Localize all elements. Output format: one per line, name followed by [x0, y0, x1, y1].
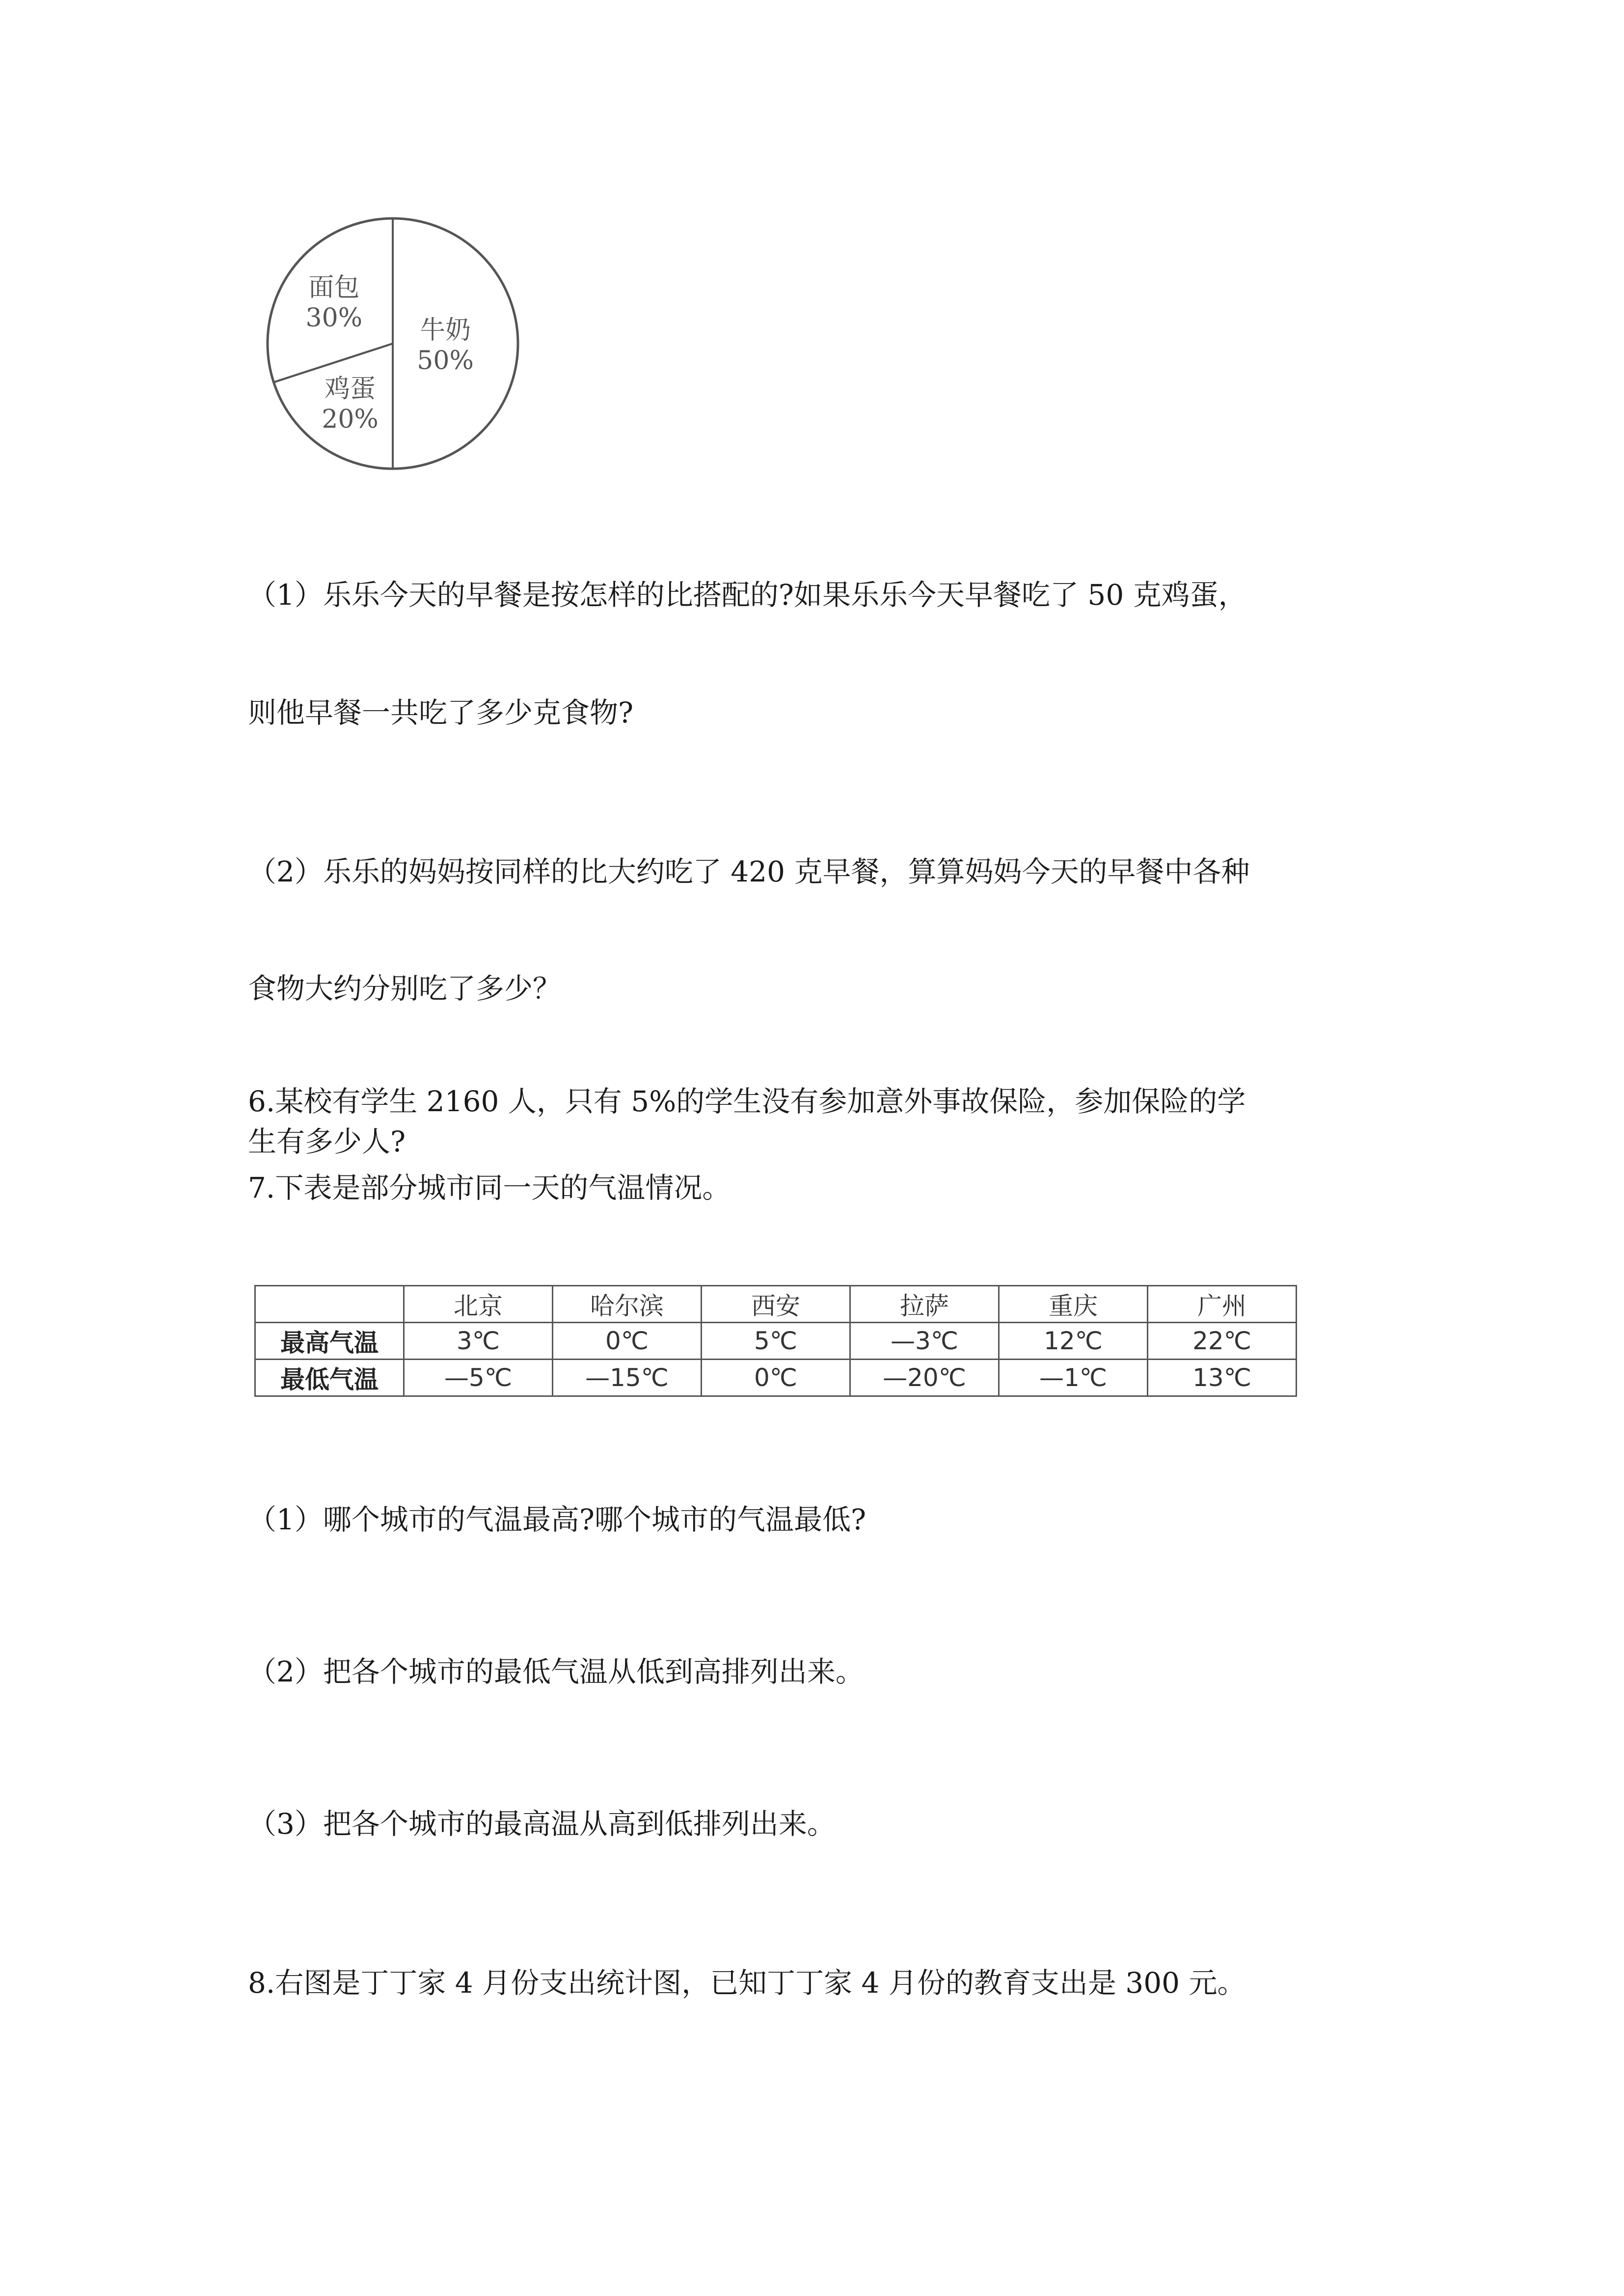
q5-sub1-line2: 则他早餐一共吃了多少克食物? [248, 696, 634, 729]
table-cell: 22℃ [1148, 1323, 1297, 1360]
table-row [255, 1360, 1297, 1396]
q6-line1: 6.某校有学生 2160 人，只有 5%的学生没有参加意外事故保险，参加保险的学 [248, 1085, 1246, 1118]
pie-slice-label: 鸡蛋 [325, 374, 376, 404]
row-label: 最低气温 [255, 1360, 404, 1396]
table-header-cell: 广州 [1148, 1286, 1297, 1323]
table-cell: 3℃ [404, 1323, 553, 1360]
temperature-table [254, 1285, 1297, 1397]
table-cell: —5℃ [404, 1360, 553, 1396]
table-cell: 12℃ [999, 1323, 1148, 1360]
q7-intro: 7.下表是部分城市同一天的气温情况。 [248, 1171, 731, 1204]
table-cell: —1℃ [999, 1360, 1148, 1396]
table-cell: —20℃ [850, 1360, 999, 1396]
table-cell: 5℃ [702, 1323, 850, 1360]
q6-line2: 生有多少人? [248, 1125, 406, 1158]
pie-slice-value: 20% [322, 404, 379, 434]
table-header-cell: 西安 [702, 1286, 850, 1323]
q7-sub2: （2）把各个城市的最低气温从低到高排列出来。 [248, 1655, 864, 1688]
pie-labels [306, 273, 474, 434]
pie-slices [268, 218, 518, 469]
table-cell: —15℃ [553, 1360, 702, 1396]
table-cell: —3℃ [850, 1323, 999, 1360]
pie-slice-label: 牛奶 [420, 316, 471, 345]
row-label: 最高气温 [255, 1323, 404, 1360]
table-cell: 0℃ [553, 1323, 702, 1360]
q5-sub2-line1: （2）乐乐的妈妈按同样的比大约吃了 420 克早餐，算算妈妈今天的早餐中各种 [248, 855, 1250, 888]
q5-sub1-line1: （1）乐乐今天的早餐是按怎样的比搭配的?如果乐乐今天早餐吃了 50 克鸡蛋， [248, 578, 1247, 612]
table-cell: 13℃ [1148, 1360, 1297, 1396]
q8-line1: 8.右图是丁丁家 4 月份支出统计图，已知丁丁家 4 月份的教育支出是 300 元。 [248, 1966, 1246, 2000]
q7-sub1: （1）哪个城市的气温最高?哪个城市的气温最低? [248, 1503, 866, 1536]
pie-slice-value: 30% [305, 303, 363, 333]
table-header-cell: 北京 [404, 1286, 553, 1323]
breakfast-pie-chart [260, 206, 525, 481]
q5-sub2-line2: 食物大约分别吃了多少？ [248, 972, 562, 1005]
table-header-cell: 哈尔滨 [553, 1286, 702, 1323]
table-cell: 0℃ [702, 1360, 850, 1396]
table-header-cell: 重庆 [999, 1286, 1148, 1323]
pie-slice-value: 50% [417, 346, 474, 375]
table-header-cell [255, 1286, 404, 1323]
table-header-row [255, 1286, 1297, 1323]
q7-sub3: （3）把各个城市的最高温从高到低排列出来。 [248, 1807, 836, 1841]
pie-slice-label: 面包 [308, 273, 360, 303]
table-header-cell: 拉萨 [850, 1286, 999, 1323]
table-row [255, 1323, 1297, 1360]
